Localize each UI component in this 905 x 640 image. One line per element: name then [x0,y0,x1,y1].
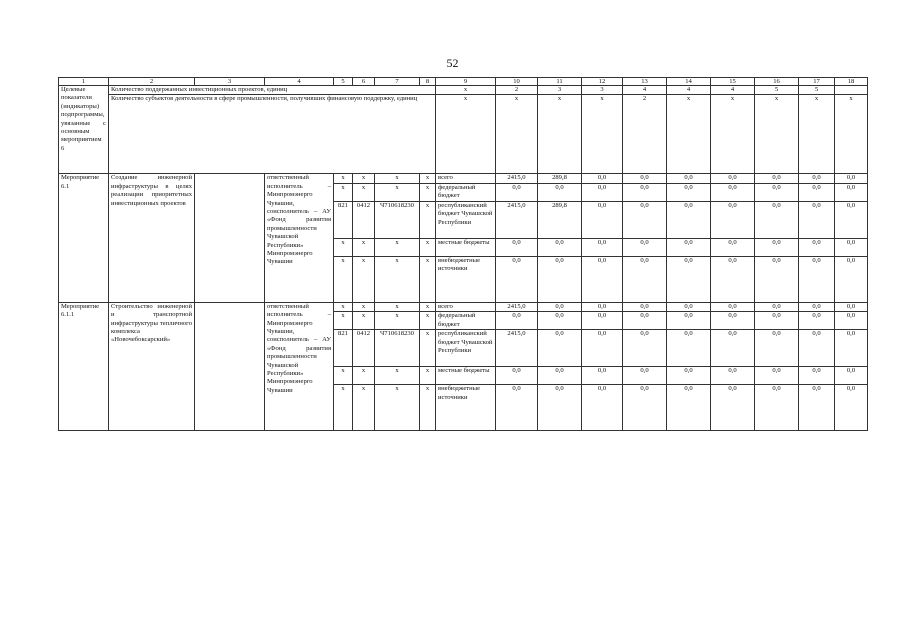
measure-title: Мероприятие 6.1 [59,174,109,302]
indicator-cell: 5 [799,86,835,95]
funding-value: 0,0 [667,330,711,367]
col-header: 10 [496,78,538,86]
funding-value: 0,0 [799,302,835,311]
indicator-cell: х [755,95,799,174]
funding-value: 0,0 [755,312,799,330]
funding-value: 0,0 [667,302,711,311]
col-header: 18 [835,78,868,86]
funding-value: 0,0 [667,367,711,385]
funding-value: 2415,0 [496,330,538,367]
indicator-cell: 2 [623,95,667,174]
funding-row [59,174,868,183]
funding-value: 0,0 [711,312,755,330]
funding-value: 0,0 [538,183,582,201]
funding-value: 0,0 [755,367,799,385]
col-header: 4 [265,78,334,86]
col-header: 1 [59,78,109,86]
indicator-cell: х [799,95,835,174]
funding-value: 0,0 [496,238,538,256]
indicator-cell: 2 [496,86,538,95]
indicator-cell: х [436,86,496,95]
funding-value: 0,0 [835,201,868,238]
code-grbs: х [334,367,353,385]
executor-cell: ответственный исполнитель – Минпромэнерго Чувашии, соисполнитель – АУ «Фонд развития промышленности Чувашской Республики» Минпромэнерго Чувашии [265,174,334,302]
code-grbs: х [334,312,353,330]
funding-value: 0,0 [667,256,711,302]
funding-value: 0,0 [623,302,667,311]
code-section: х [353,183,375,201]
funding-value: 0,0 [623,174,667,183]
indicator-cell: х [496,95,538,174]
funding-row [59,302,868,311]
funding-value: 0,0 [711,385,755,431]
funding-value: 0,0 [623,201,667,238]
indicator-cell [835,86,868,95]
indicator-cell: х [667,95,711,174]
funding-value: 0,0 [835,367,868,385]
col-header: 3 [195,78,265,86]
indicator-name: Количество субъектов деятельности в сфере промышленности, получивших финансовую поддержку, единиц [109,95,436,174]
funding-value: 0,0 [835,183,868,201]
code-target-article: х [375,312,420,330]
indicator-name: Количество поддержанных инвестиционных проектов, единиц [109,86,436,95]
code-expense-group: х [420,330,436,367]
funding-value: 0,0 [667,312,711,330]
code-expense-group: х [420,183,436,201]
funding-value: 0,0 [582,385,623,431]
indicator-cell: 4 [711,86,755,95]
code-target-article: Ч710618230 [375,201,420,238]
funding-value: 0,0 [582,238,623,256]
funding-value: 0,0 [755,330,799,367]
funding-value: 0,0 [799,330,835,367]
funding-value: 0,0 [799,367,835,385]
funding-value: 0,0 [582,312,623,330]
indicator-cell: х [582,95,623,174]
page-number: 52 [446,56,459,70]
indicator-cell: 5 [755,86,799,95]
funding-value: 0,0 [538,238,582,256]
funding-value: 2415,0 [496,201,538,238]
col-header: 13 [623,78,667,86]
code-section: 0412 [353,330,375,367]
funding-value: 0,0 [835,330,868,367]
col-header: 16 [755,78,799,86]
funding-value: 0,0 [835,238,868,256]
program-table [58,77,868,431]
code-section: 0412 [353,201,375,238]
funding-value: 0,0 [835,302,868,311]
funding-value: 0,0 [755,302,799,311]
code-section: х [353,256,375,302]
funding-value: 289,8 [538,174,582,183]
funding-value: 0,0 [835,312,868,330]
funding-value: 0,0 [667,238,711,256]
funding-source: федеральный бюджет [436,312,496,330]
funding-value: 0,0 [711,302,755,311]
code-expense-group: х [420,302,436,311]
indicator-cell: 3 [582,86,623,95]
funding-source: всего [436,302,496,311]
col-header: 7 [375,78,420,86]
col-header: 12 [582,78,623,86]
indicator-cell: х [538,95,582,174]
funding-value: 0,0 [835,256,868,302]
code-section: х [353,367,375,385]
funding-value: 0,0 [755,238,799,256]
funding-value: 0,0 [582,302,623,311]
col-header: 6 [353,78,375,86]
indicator-cell: х [835,95,868,174]
funding-value: 0,0 [755,385,799,431]
col-header: 11 [538,78,582,86]
code-grbs: х [334,183,353,201]
funding-value: 0,0 [667,174,711,183]
funding-value: 0,0 [799,174,835,183]
measure-title: Мероприятие 6.1.1 [59,302,109,430]
indicators-label: Целевые показатели (индикаторы) подпрограммы, увязанные с основным мероприятием 6 [59,86,109,174]
col-header: 14 [667,78,711,86]
col-header: 5 [334,78,353,86]
funding-value: 0,0 [538,330,582,367]
funding-value: 0,0 [582,183,623,201]
indicator-cell: 3 [538,86,582,95]
code-expense-group: х [420,367,436,385]
indicator-row [59,95,868,174]
code-section: х [353,174,375,183]
code-target-article: Ч710618230 [375,330,420,367]
code-expense-group: х [420,238,436,256]
funding-value: 0,0 [582,174,623,183]
funding-source: внебюджетные источники [436,385,496,431]
code-grbs: х [334,302,353,311]
funding-value: 0,0 [667,183,711,201]
funding-value: 0,0 [755,174,799,183]
funding-source: всего [436,174,496,183]
funding-value: 289,8 [538,201,582,238]
code-section: х [353,312,375,330]
empty-cell [195,174,265,302]
indicator-cell: х [711,95,755,174]
code-target-article: х [375,367,420,385]
executor-cell: ответственный исполнитель – Минпромэнерго Чувашии, соисполнитель – АУ «Фонд развития промышленности Чувашской Республики» Минпромэнерго Чувашии [265,302,334,430]
funding-value: 0,0 [496,312,538,330]
code-section: х [353,302,375,311]
code-expense-group: х [420,256,436,302]
funding-value: 0,0 [496,385,538,431]
code-grbs: 821 [334,201,353,238]
funding-value: 0,0 [538,256,582,302]
funding-value: 0,0 [538,312,582,330]
measure-description: Строительство инженерной и транспортной инфраструктуры тепличного комплекса «Новочебоксарский» [109,302,195,430]
funding-source: республиканский бюджет Чувашской Республики [436,330,496,367]
indicator-cell: х [436,95,496,174]
funding-value: 0,0 [623,238,667,256]
funding-source: местные бюджеты [436,238,496,256]
indicator-cell: 4 [667,86,711,95]
col-header: 8 [420,78,436,86]
code-section: х [353,385,375,431]
funding-value: 0,0 [582,330,623,367]
funding-value: 0,0 [582,201,623,238]
funding-value: 0,0 [623,330,667,367]
funding-value: 0,0 [667,201,711,238]
funding-value: 0,0 [623,312,667,330]
code-expense-group: х [420,312,436,330]
funding-value: 0,0 [799,183,835,201]
code-grbs: х [334,385,353,431]
col-header: 2 [109,78,195,86]
funding-value: 0,0 [711,174,755,183]
funding-source: местные бюджеты [436,367,496,385]
funding-value: 0,0 [538,385,582,431]
funding-value: 0,0 [835,174,868,183]
funding-source: республиканский бюджет Чувашской Республики [436,201,496,238]
funding-value: 0,0 [623,183,667,201]
code-grbs: х [334,238,353,256]
funding-value: 0,0 [667,385,711,431]
column-number-row [59,78,868,86]
measure-description: Создание инженерной инфраструктуры в целях реализации приоритетных инвестиционных проектов [109,174,195,302]
funding-value: 2415,0 [496,302,538,311]
code-section: х [353,238,375,256]
funding-value: 0,0 [582,367,623,385]
funding-value: 0,0 [582,256,623,302]
funding-value: 0,0 [799,238,835,256]
indicator-row [59,86,868,95]
funding-value: 0,0 [799,256,835,302]
code-target-article: х [375,385,420,431]
funding-source: внебюджетные источники [436,256,496,302]
funding-value: 0,0 [623,367,667,385]
funding-value: 0,0 [711,367,755,385]
funding-value: 0,0 [623,385,667,431]
code-target-article: х [375,183,420,201]
funding-value: 2415,0 [496,174,538,183]
code-target-article: х [375,256,420,302]
code-grbs: 821 [334,330,353,367]
funding-value: 0,0 [835,385,868,431]
funding-value: 0,0 [711,330,755,367]
funding-value: 0,0 [623,256,667,302]
funding-value: 0,0 [496,183,538,201]
code-target-article: х [375,238,420,256]
col-header: 17 [799,78,835,86]
indicator-cell: 4 [623,86,667,95]
code-expense-group: х [420,385,436,431]
funding-value: 0,0 [755,256,799,302]
funding-value: 0,0 [538,302,582,311]
funding-value: 0,0 [799,385,835,431]
funding-value: 0,0 [799,201,835,238]
code-expense-group: х [420,201,436,238]
funding-source: федеральный бюджет [436,183,496,201]
code-grbs: х [334,256,353,302]
funding-value: 0,0 [755,183,799,201]
col-header: 9 [436,78,496,86]
code-grbs: х [334,174,353,183]
funding-value: 0,0 [496,256,538,302]
code-expense-group: х [420,174,436,183]
code-target-article: х [375,174,420,183]
funding-value: 0,0 [711,256,755,302]
funding-value: 0,0 [711,238,755,256]
funding-value: 0,0 [711,183,755,201]
funding-value: 0,0 [538,367,582,385]
funding-value: 0,0 [711,201,755,238]
col-header: 15 [711,78,755,86]
funding-value: 0,0 [496,367,538,385]
funding-value: 0,0 [799,312,835,330]
empty-cell [195,302,265,430]
code-target-article: х [375,302,420,311]
funding-value: 0,0 [755,201,799,238]
